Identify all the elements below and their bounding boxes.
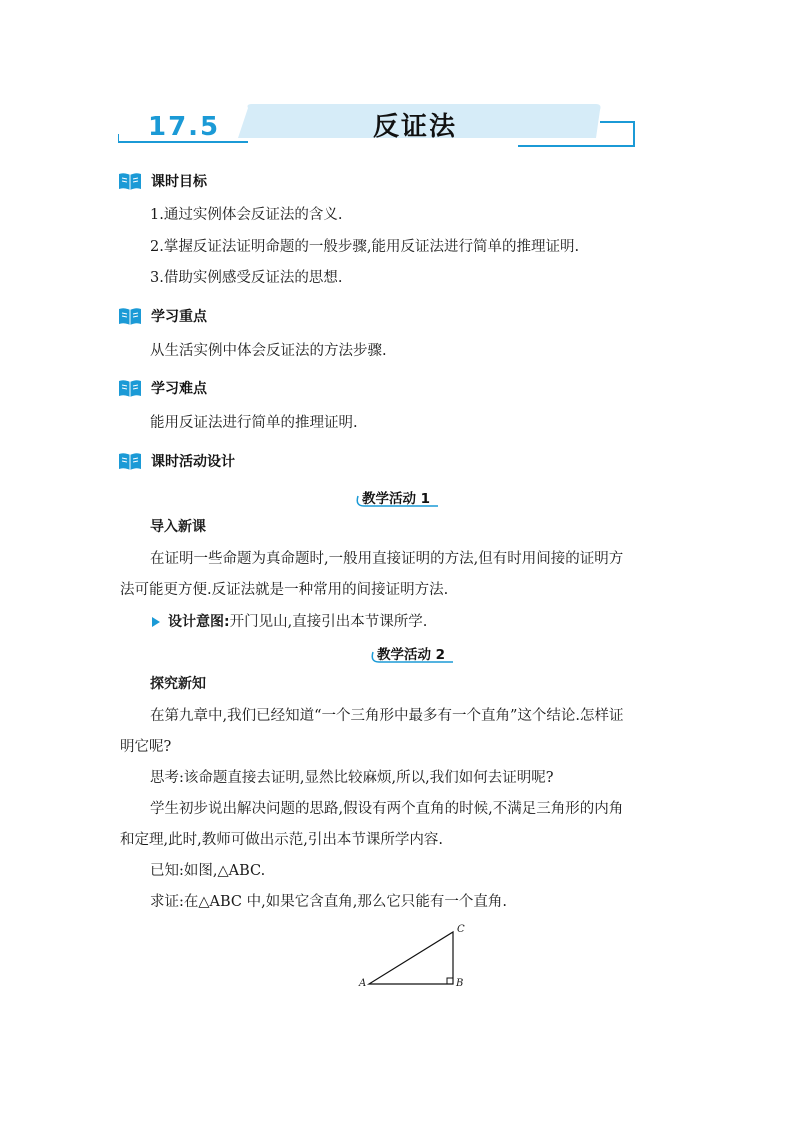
vertex-label-c: C bbox=[457, 924, 465, 935]
paragraph-line: 思考:该命题直接去证明,显然比较麻烦,所以,我们如何去证明呢? bbox=[150, 770, 554, 786]
vertex-label-b: B bbox=[456, 978, 464, 989]
paragraph-line: 在第九章中,我们已经知道“一个三角形中最多有一个直角”这个结论.怎样证 bbox=[150, 708, 624, 724]
book-icon bbox=[118, 451, 142, 471]
vertex-label-a: A bbox=[359, 978, 367, 989]
activity-1-label: 教学活动 1 bbox=[352, 484, 440, 510]
paragraph-line: 在证明一些命题为真命题时,一般用直接证明的方法,但有时用间接的证明方 bbox=[150, 551, 624, 567]
book-icon bbox=[118, 171, 142, 191]
paragraph-line: 法可能更方便.反证法就是一种常用的间接证明方法. bbox=[120, 582, 449, 598]
page-title: 反证法 bbox=[373, 112, 458, 142]
goal-item: 2.掌握反证法证明命题的一般步骤,能用反证法进行简单的推理证明. bbox=[150, 239, 580, 255]
paragraph-line: 和定理,此时,教师可做出示范,引出本节课所学内容. bbox=[120, 832, 443, 848]
triangle-marker-icon bbox=[152, 617, 160, 627]
given-statement: 已知:如图,△ABC. bbox=[150, 863, 266, 879]
design-intent-label: 设计意图: bbox=[168, 614, 230, 630]
section-heading: 学习重点 bbox=[151, 309, 207, 325]
section-heading: 学习难点 bbox=[151, 381, 207, 397]
activity-2-label: 教学活动 2 bbox=[367, 640, 455, 666]
key-points-text: 从生活实例中体会反证法的方法步骤. bbox=[150, 343, 387, 359]
design-intent-text: 开门见山,直接引出本节课所学. bbox=[229, 614, 428, 630]
section-heading: 课时活动设计 bbox=[151, 454, 235, 470]
subheading: 探究新知 bbox=[150, 676, 206, 692]
chapter-banner bbox=[118, 100, 638, 150]
goal-item: 3.借助实例感受反证法的思想. bbox=[150, 270, 343, 286]
paragraph-line: 学生初步说出解决问题的思路,假设有两个直角的时候,不满足三角形的内角 bbox=[150, 801, 624, 817]
section-heading: 课时目标 bbox=[151, 174, 207, 190]
design-intent bbox=[168, 612, 427, 632]
book-icon bbox=[118, 306, 142, 326]
paragraph-line: 明它呢? bbox=[120, 739, 172, 755]
prove-statement: 求证:在△ABC 中,如果它含直角,那么它只能有一个直角. bbox=[150, 894, 507, 910]
book-icon bbox=[118, 378, 142, 398]
difficulties-text: 能用反证法进行简单的推理证明. bbox=[150, 415, 358, 431]
subheading: 导入新课 bbox=[150, 519, 206, 535]
goal-item: 1.通过实例体会反证法的含义. bbox=[150, 207, 343, 223]
triangle-figure bbox=[355, 922, 475, 994]
chapter-number: 17.5 bbox=[148, 112, 221, 142]
